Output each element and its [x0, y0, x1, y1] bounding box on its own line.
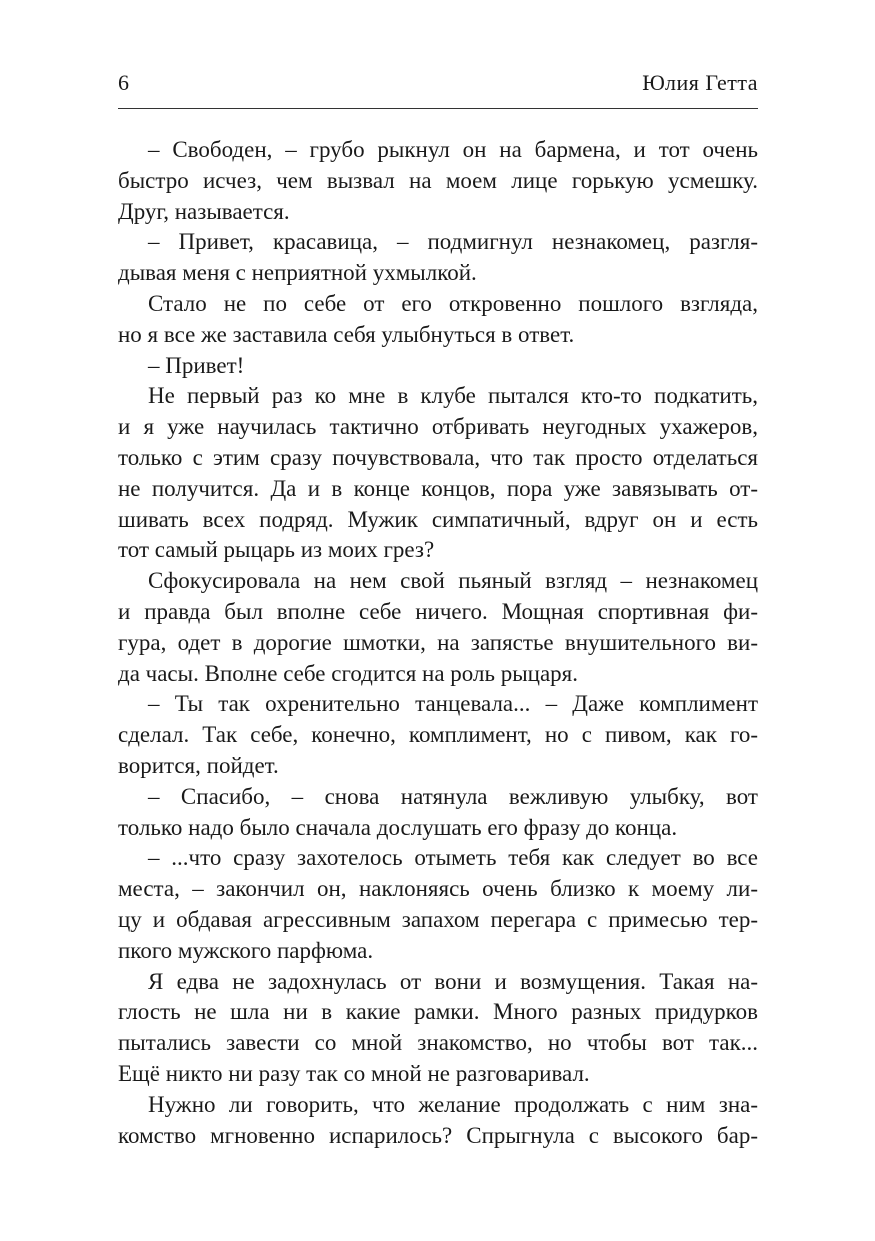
- text-line: Друг, называется.: [118, 198, 290, 224]
- text-line: дывая меня с неприятной ухмылкой.: [118, 260, 477, 286]
- text-line: Сфокусировала на нем свой пьяный взгляд – незнакомец: [148, 568, 758, 594]
- text-line: цу и обдавая агрессивным запахом перегара с примесью тер-: [118, 906, 758, 932]
- text-line: ворится, пойдет.: [118, 752, 279, 778]
- page-header: [118, 70, 758, 100]
- text-line: сделал. Так себе, конечно, комплимент, но с пивом, как го-: [118, 722, 758, 748]
- text-line: – ...что сразу захотелось отыметь тебя как следует во все: [148, 845, 758, 871]
- text-line: – Спасибо, – снова натянула вежливую улыбку, вот: [148, 783, 758, 809]
- text-line: глость не шла ни в какие рамки. Много разных придурков: [118, 999, 758, 1025]
- header-rule: [118, 108, 758, 109]
- text-line: – Свободен, – грубо рыкнул он на бармена, и тот очень: [148, 137, 758, 162]
- text-line: только с этим сразу почувствовала, что так просто отделаться: [118, 444, 758, 470]
- text-line: места, – закончил он, наклоняясь очень близко к моему ли-: [118, 876, 758, 902]
- text-line: только надо было сначала дослушать его фразу до конца.: [118, 814, 678, 840]
- text-line: Нужно ли говорить, что желание продолжать с ним зна-: [148, 1091, 758, 1117]
- text-line: Я едва не задохнулась от вони и возмущения. Такая на-: [148, 968, 758, 994]
- text-line: гура, одет в дорогие шмотки, на запястье внушительного ви-: [118, 629, 758, 655]
- text-line: тот самый рыцарь из моих грез?: [118, 537, 435, 563]
- text-line: и я уже научилась тактично отбривать неугодных ухажеров,: [118, 414, 758, 440]
- body-text: [118, 135, 758, 1151]
- text-line: да часы. Вполне себе сгодится на роль рыцаря.: [118, 660, 579, 686]
- text-line: – Привет, красавица, – подмигнул незнакомец, разгля-: [148, 229, 758, 255]
- text-line: шивать всех подряд. Мужик симпатичный, вдруг он и есть: [118, 506, 758, 532]
- text-line: пытались завести со мной знакомство, но чтобы вот так...: [118, 1030, 758, 1056]
- text-line: Не первый раз ко мне в клубе пытался кто-то подкатить,: [148, 383, 758, 409]
- text-line: – Привет!: [148, 352, 245, 378]
- text-line: комство мгновенно испарилось? Спрыгнула с высокого бар-: [118, 1122, 758, 1148]
- text-line: не получится. Да и в конце концов, пора уже завязывать от-: [118, 475, 758, 501]
- text-line: но я все же заставила себя улыбнуться в ответ.: [118, 321, 575, 347]
- text-line: – Ты так охренительно танцевала... – Даже комплимент: [148, 691, 758, 717]
- text-line: пкого мужского парфюма.: [118, 937, 374, 963]
- running-head-author: Юлия Гетта: [642, 70, 758, 95]
- text-line: Ещё никто ни разу так со мной не разговаривал.: [118, 1060, 590, 1086]
- text-line: Стало не по себе от его откровенно пошлого взгляда,: [148, 290, 758, 316]
- text-line: быстро исчез, чем вызвал на моем лице горькую усмешку.: [118, 167, 758, 193]
- page-number: 6: [118, 70, 129, 95]
- text-line: и правда был вполне себе ничего. Мощная спортивная фи-: [118, 598, 758, 624]
